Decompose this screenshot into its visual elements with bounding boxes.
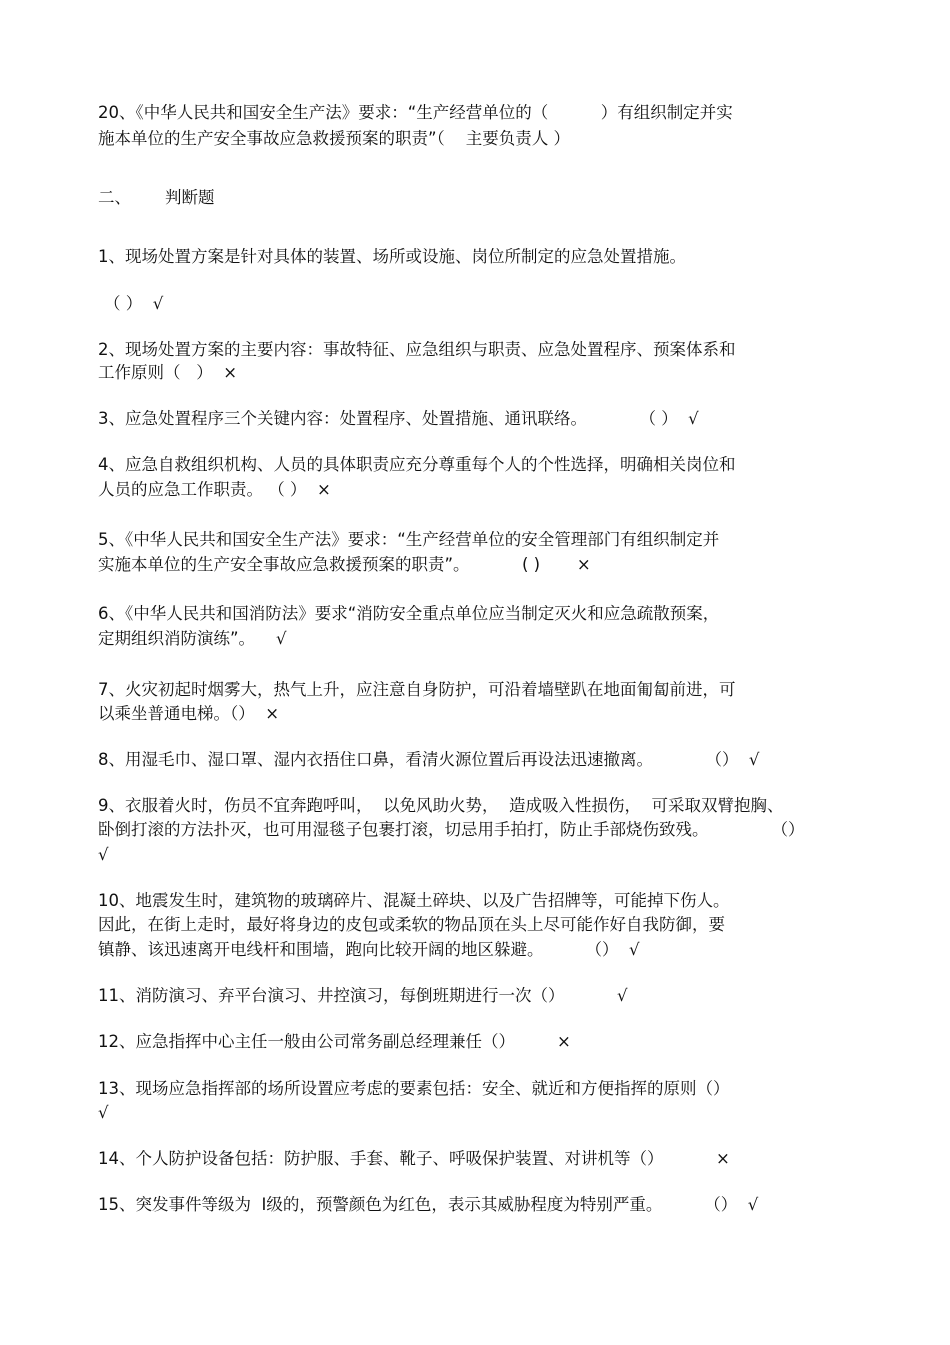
item-10-line-2: 因此，在街上走时，最好将身边的皮包或柔软的物品顶在头上尽可能作好自我防御，要 <box>98 915 725 934</box>
item-14-line-1: 14、个人防护设备包括：防护服、手套、靴子、呼吸保护装置、对讲机等（） × <box>98 1149 730 1168</box>
question-20-line-2: 施本单位的生产安全事故应急救援预案的职责”（ 主要负责人 ） <box>98 129 571 148</box>
item-9-line-2: 卧倒打滚的方法扑灭，也可用湿毯子包裹打滚，切忌用手拍打，防止手部烧伤致残。 （） <box>98 820 805 839</box>
item-13-line-1: 13、现场应急指挥部的场所设置应考虑的要素包括：安全、就近和方便指挥的原则（） <box>98 1079 730 1098</box>
item-5-line-1: 5、《中华人民共和国安全生产法》要求：“生产经营单位的安全管理部门有组织制定并 <box>98 530 720 549</box>
question-20-line-1: 20、《中华人民共和国安全生产法》要求：“生产经营单位的（ ）有组织制定并实 <box>98 103 733 122</box>
item-13-line-2: √ <box>98 1103 109 1122</box>
item-3-line-1: 3、应急处置程序三个关键内容：处置程序、处置措施、通讯联络。 （ ） √ <box>98 409 699 428</box>
item-9-line-3: √ <box>98 845 109 864</box>
item-11-line-1: 11、消防演习、弃平台演习、井控演习，每倒班期进行一次（） √ <box>98 986 628 1005</box>
item-8-line-1: 8、用湿毛巾、湿口罩、湿内衣捂住口鼻，看清火源位置后再设法迅速撤离。 （） √ <box>98 750 760 769</box>
item-5-line-2: 实施本单位的生产安全事故应急救援预案的职责”。 ( ) × <box>98 555 591 574</box>
item-7-line-1: 7、火灾初起时烟雾大，热气上升，应注意自身防护，可沿着墙壁趴在地面匍匐前进，可 <box>98 680 736 699</box>
item-10-line-3: 镇静、该迅速离开电线杆和围墙，跑向比较开阔的地区躲避。 （） √ <box>98 940 640 959</box>
item-9-line-1: 9、衣服着火时，伤员不宜奔跑呼叫， 以免风助火势， 造成吸入性损伤， 可采取双臂抱胸、 <box>98 796 784 815</box>
item-12-line-1: 12、应急指挥中心主任一般由公司常务副总经理兼任（） × <box>98 1032 571 1051</box>
item-4-line-1: 4、应急自救组织机构、人员的具体职责应充分尊重每个人的个性选择，明确相关岗位和 <box>98 455 736 474</box>
item-2-line-2: 工作原则（ ） × <box>98 363 238 382</box>
item-6-line-2: 定期组织消防演练”。 √ <box>98 629 287 648</box>
item-4-line-2: 人员的应急工作职责。 （ ） × <box>98 480 331 499</box>
section-number: 二、 <box>98 188 131 207</box>
section-title: 判断题 <box>165 188 215 207</box>
item-7-line-2: 以乘坐普通电梯。（） × <box>98 704 280 723</box>
item-2-line-1: 2、现场处置方案的主要内容：事故特征、应急组织与职责、应急处置程序、预案体系和 <box>98 340 736 359</box>
item-1-line-1: 1、现场处置方案是针对具体的装置、场所或设施、岗位所制定的应急处置措施。 <box>98 247 686 266</box>
item-1-line-2: （ ） √ <box>104 294 164 313</box>
item-10-line-1: 10、地震发生时，建筑物的玻璃碎片、混凝土碎块、以及广告招牌等，可能掉下伤人。 <box>98 891 730 910</box>
item-15-line-1: 15、突发事件等级为 Ⅰ级的，预警颜色为红色，表示其威胁程度为特别严重。 （） √ <box>98 1195 759 1214</box>
item-6-line-1: 6、《中华人民共和国消防法》要求“消防安全重点单位应当制定灭火和应急疏散预案， <box>98 604 720 623</box>
